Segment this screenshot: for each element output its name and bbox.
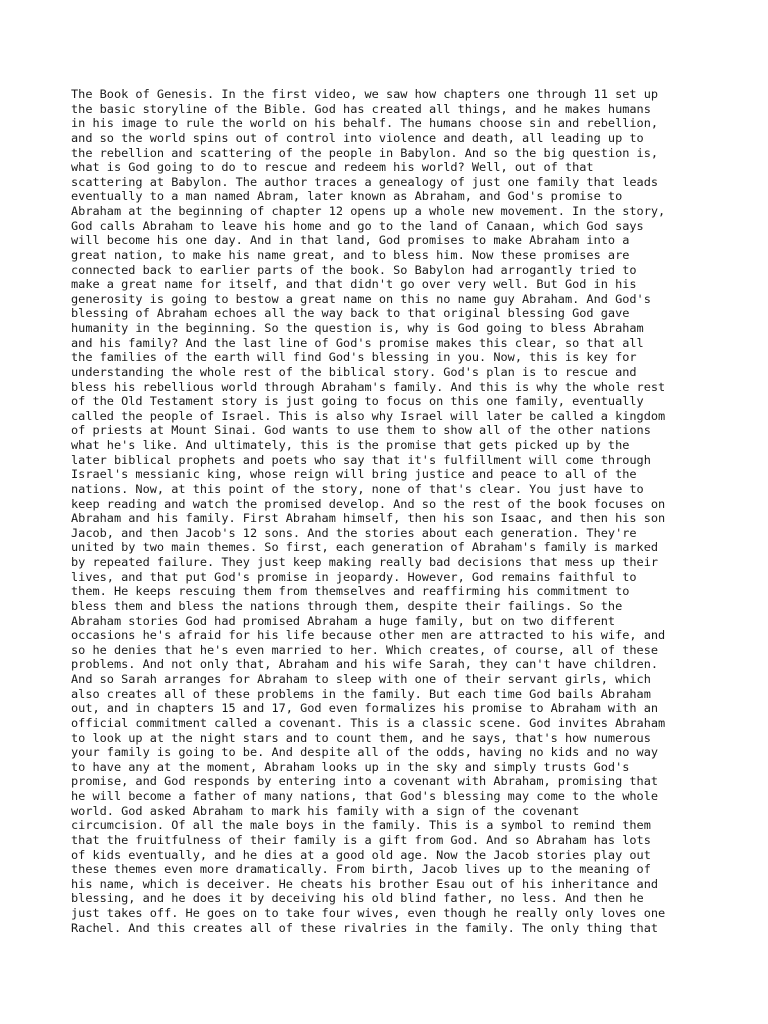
text-line: God calls Abraham to leave his home and go to the land of Canaan, which God says <box>71 218 644 233</box>
text-line: of the Old Testament story is just going to focus on this one family, eventually <box>71 394 644 409</box>
text-line: out, and in chapters 15 and 17, God even formalizes his promise to Abraham with an <box>71 701 659 716</box>
text-line: understanding the whole rest of the biblical story. God's plan is to rescue and <box>71 364 637 379</box>
text-line: Jacob, and then Jacob's 12 sons. And the stories about each generation. They're <box>71 525 637 540</box>
text-line: lives, and that put God's promise in jeopardy. However, God remains faithful to <box>71 569 637 584</box>
text-line: later biblical prophets and poets who say that it's fulfillment will come through <box>71 452 651 467</box>
text-line: Abraham stories God had promised Abraham a huge family, but on two different <box>71 613 616 628</box>
text-line: Rachel. And this creates all of these rivalries in the family. The only thing that <box>71 920 659 935</box>
text-line: to look up at the night stars and to count them, and he says, that's how numerous <box>71 730 651 745</box>
text-line: the families of the earth will find God's blessing in you. Now, this is key for <box>71 350 637 365</box>
text-line: the basic storyline of the Bible. God has created all things, and he makes humans <box>71 101 651 116</box>
text-line: And so Sarah arranges for Abraham to sleep with one of their servant girls, which <box>71 672 651 686</box>
text-line: of priests at Mount Sinai. God wants to use them to show all of the other nations <box>71 423 651 438</box>
transcript-text <box>71 87 701 935</box>
text-line: called the people of Israel. This is also why Israel will later be called a kingdom <box>71 408 666 423</box>
text-line: in his image to rule the world on his behalf. The humans choose sin and rebellion, <box>71 116 659 131</box>
text-line: connected back to earlier parts of the book. So Babylon had arrogantly tried to <box>71 262 637 277</box>
text-line: bless them and bless the nations through them, despite their failings. So the <box>71 598 623 613</box>
text-line: them. He keeps rescuing them from themselves and reaffirming his commitment to <box>71 584 630 599</box>
text-line: and so the world spins out of control into violence and death, all leading up to <box>71 130 644 145</box>
text-line: scattering at Babylon. The author traces a genealogy of just one family that leads <box>71 174 659 189</box>
text-line: by repeated failure. They just keep making really bad decisions that mess up their <box>71 555 659 569</box>
text-line: of kids eventually, and he dies at a good old age. Now the Jacob stories play out <box>71 847 651 862</box>
text-line: and his family? And the last line of God's promise makes this clear, so that all <box>71 335 644 350</box>
text-line: promise, and God responds by entering into a covenant with Abraham, promising that <box>71 774 659 789</box>
text-line: so he denies that he's even married to her. Which creates, of course, all of these <box>71 642 659 657</box>
text-line: he will become a father of many nations, that God's blessing may come to the whole <box>71 789 659 803</box>
text-line: occasions he's afraid for his life because other men are attracted to his wife, and <box>71 628 666 643</box>
text-line: your family is going to be. And despite all of the odds, having no kids and no way <box>71 745 659 760</box>
text-line: blessing of Abraham echoes all the way back to that original blessing God gave <box>71 306 630 321</box>
text-line: will become his one day. And in that land, God promises to make Abraham into a <box>71 233 630 248</box>
text-line: Israel's messianic king, whose reign will bring justice and peace to all of the <box>71 467 637 482</box>
text-line: make a great name for itself, and that didn't go over very well. But God in his <box>71 277 637 292</box>
text-line: these themes even more dramatically. From birth, Jacob lives up to the meaning of <box>71 862 651 877</box>
text-line: world. God asked Abraham to mark his family with a sign of the covenant <box>71 803 580 818</box>
text-line: blessing, and he does it by deceiving his old blind father, no less. And then he <box>71 891 644 906</box>
text-line: just takes off. He goes on to take four wives, even though he really only loves one <box>71 906 666 920</box>
text-line: the rebellion and scattering of the people in Babylon. And so the big question is, <box>71 145 659 160</box>
text-line: to have any at the moment, Abraham looks up in the sky and simply trusts God's <box>71 759 630 774</box>
text-line: nations. Now, at this point of the story, none of that's clear. You just have to <box>71 481 644 496</box>
text-line: official commitment called a covenant. This is a classic scene. God invites Abraham <box>71 715 666 730</box>
text-line: keep reading and watch the promised develop. And so the rest of the book focuses on <box>71 496 666 511</box>
text-line: also creates all of these problems in the family. But each time God bails Abraham <box>71 686 651 701</box>
text-line: united by two main themes. So first, each generation of Abraham's family is marked <box>71 540 659 555</box>
text-line: great nation, to make his name great, and to bless him. Now these promises are <box>71 247 630 262</box>
text-line: Abraham at the beginning of chapter 12 opens up a whole new movement. In the story, <box>71 204 666 218</box>
text-line: humanity in the beginning. So the question is, why is God going to bless Abraham <box>71 321 644 335</box>
text-line: what is God going to do to rescue and redeem his world? Well, out of that <box>71 160 594 175</box>
text-line: what he's like. And ultimately, this is the promise that gets picked up by the <box>71 438 630 452</box>
text-line: that the fruitfulness of their family is a gift from God. And so Abraham has lots <box>71 832 651 847</box>
text-line: generosity is going to bestow a great name on this no name guy Abraham. And God's <box>71 291 651 306</box>
text-line: bless his rebellious world through Abraham's family. And this is why the whole rest <box>71 379 666 394</box>
text-line: problems. And not only that, Abraham and his wife Sarah, they can't have children. <box>71 657 659 672</box>
text-line: circumcision. Of all the male boys in the family. This is a symbol to remind them <box>71 818 651 833</box>
text-line: his name, which is deceiver. He cheats his brother Esau out of his inheritance and <box>71 876 659 891</box>
text-line: eventually to a man named Abram, later known as Abraham, and God's promise to <box>71 189 623 204</box>
text-line: Abraham and his family. First Abraham himself, then his son Isaac, and then his son <box>71 511 666 526</box>
text-line: The Book of Genesis. In the first video, we saw how chapters one through 11 set up <box>71 87 659 101</box>
